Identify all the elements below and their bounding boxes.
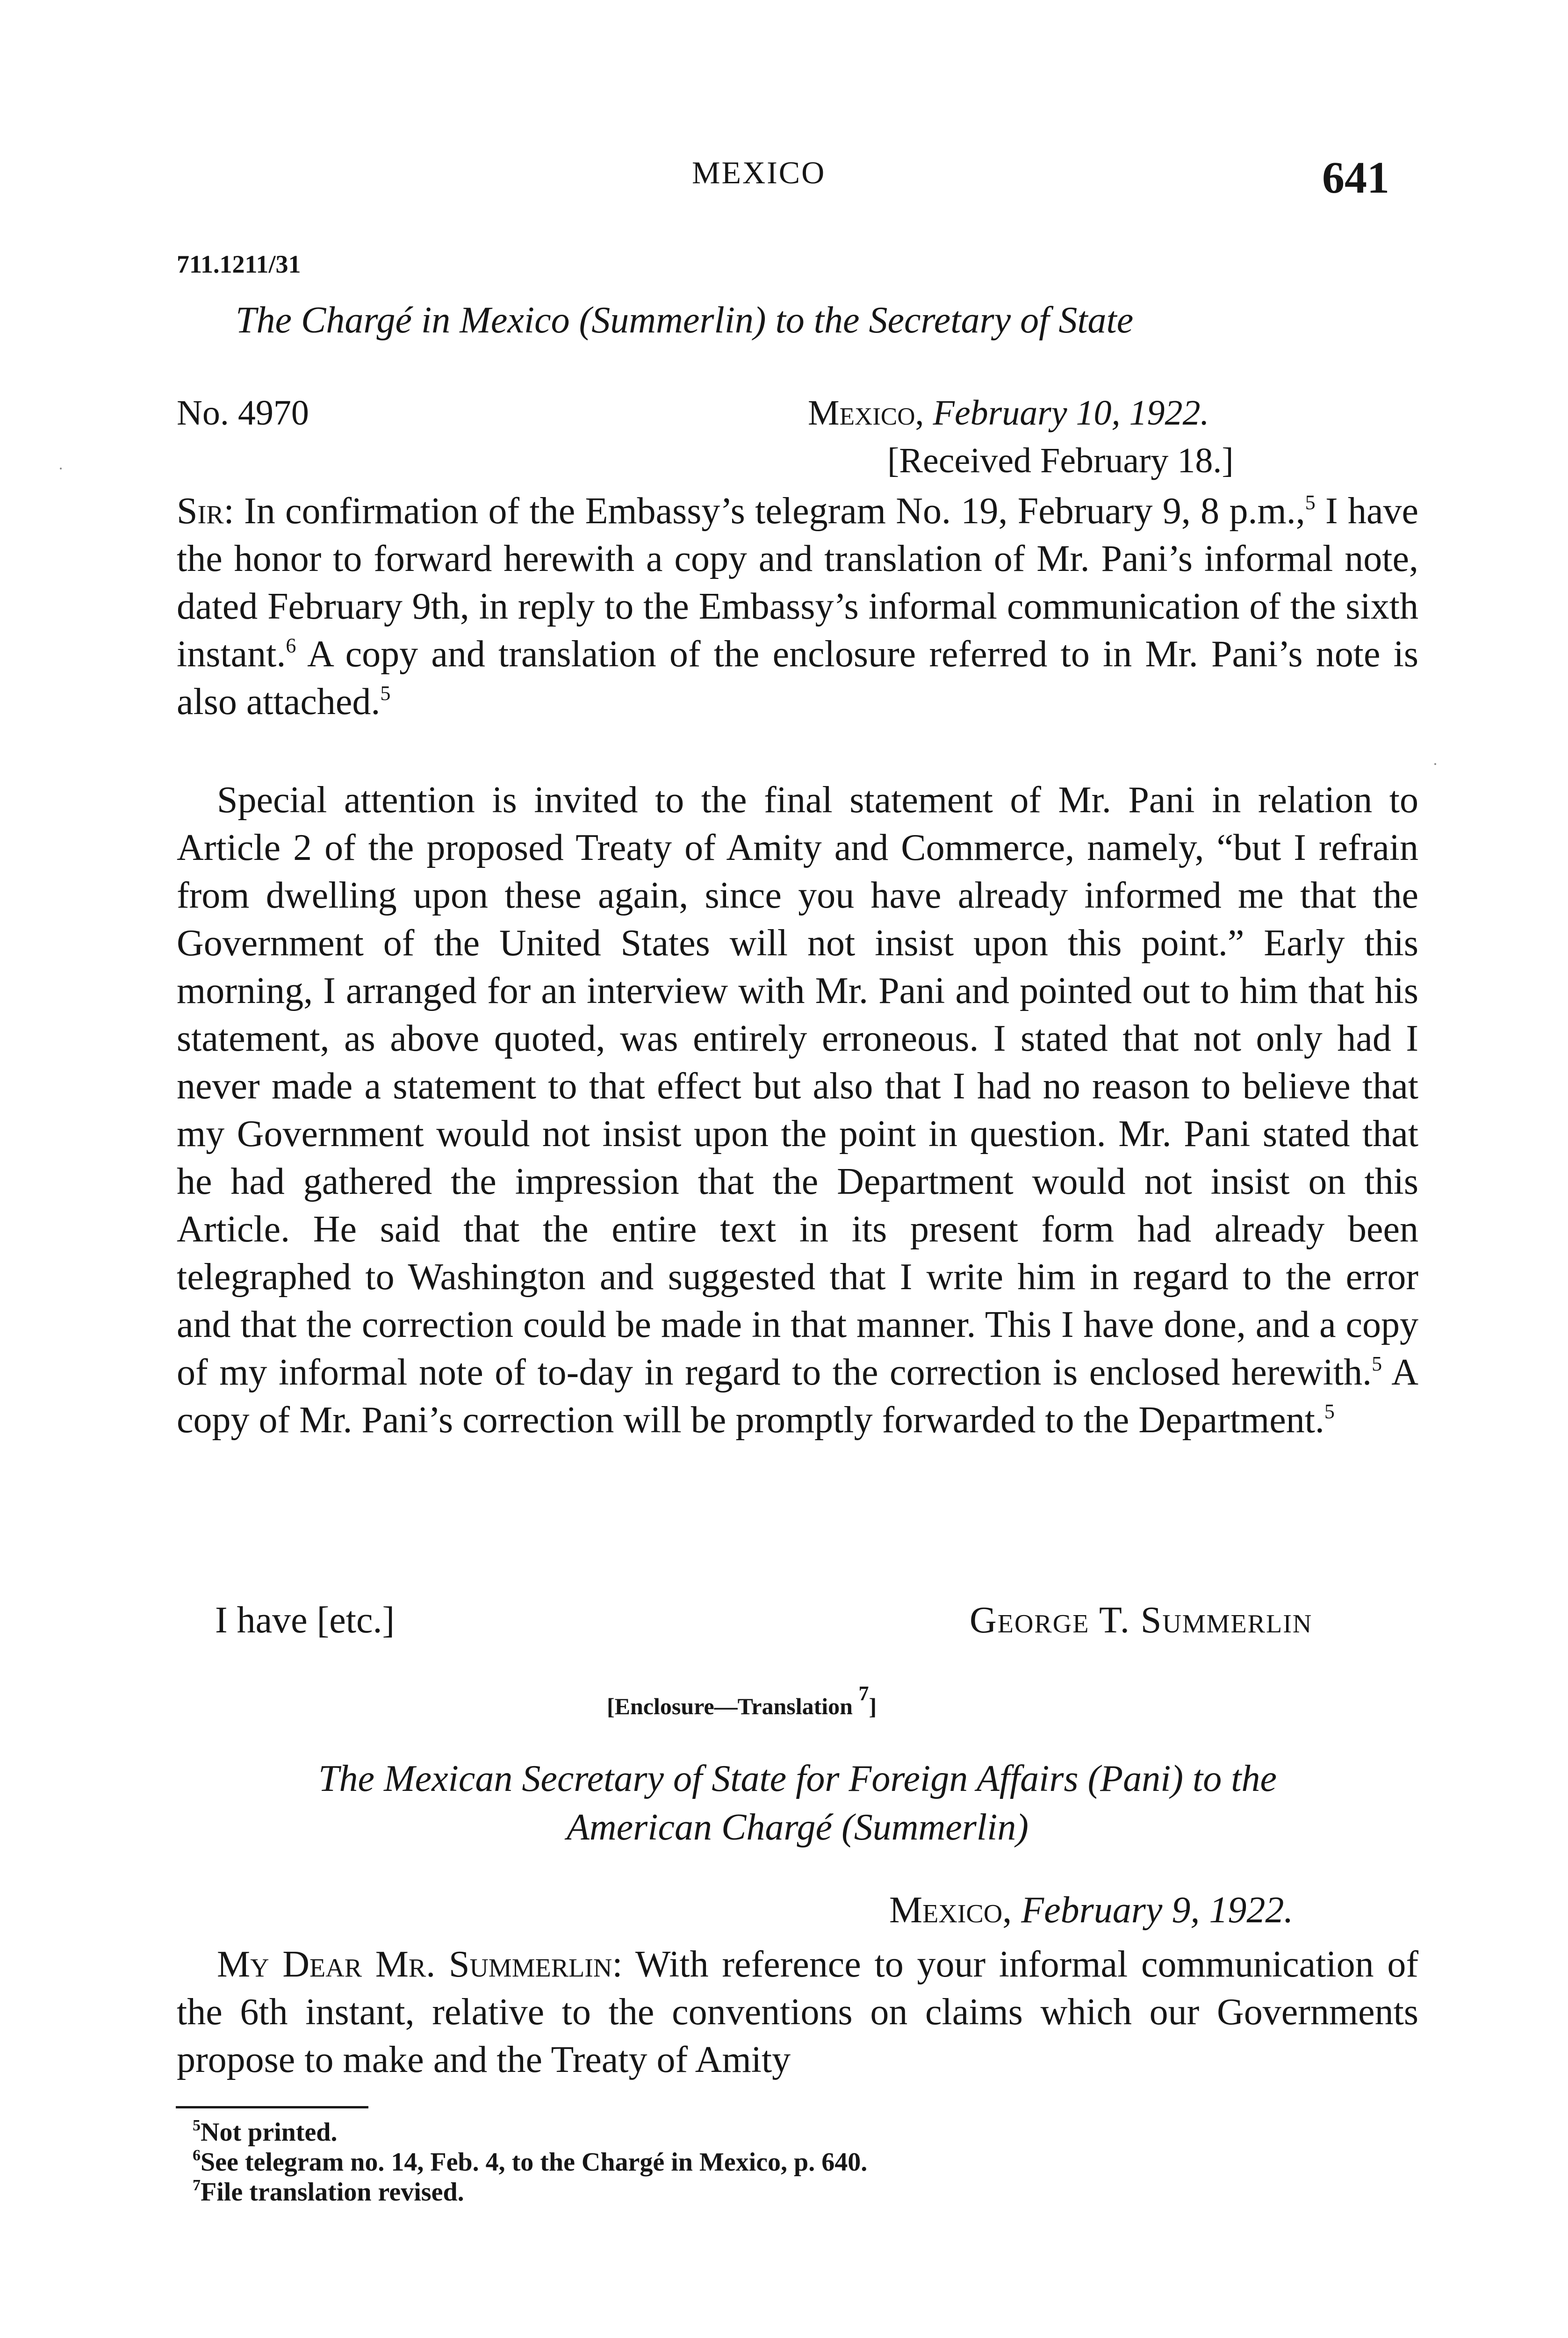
footnote-mark: 7: [193, 2177, 201, 2194]
dateline-date: February 10, 1922.: [933, 393, 1209, 433]
salutation: Sir:: [177, 491, 234, 532]
letter-paragraph-2: [177, 776, 1418, 1444]
scan-speck: [60, 468, 62, 469]
paragraph-text: With reference to your informal communication of the 6th instant, relative to the conventions on claims which our Governments propose to make and the Treaty of Amity: [177, 1944, 1418, 2080]
footnote-mark: 5: [193, 2117, 201, 2134]
letter-heading: The Chargé in Mexico (Summerlin) to the Secretary of State: [236, 300, 1134, 341]
enclosure-label-close: ]: [869, 1693, 877, 1719]
footnote-ref: 5: [1305, 491, 1316, 514]
running-title: MEXICO: [692, 155, 826, 190]
letter-paragraph-1: [177, 487, 1418, 726]
footnote-ref: 7: [858, 1682, 869, 1705]
dateline-place: Mexico,: [808, 393, 924, 433]
dateline-date: February 9, 1922.: [1021, 1890, 1294, 1931]
letter-number: No. 4970: [177, 393, 309, 433]
footnote-mark: 6: [193, 2147, 201, 2164]
received-date: [Received February 18.]: [887, 441, 1234, 480]
running-header: [0, 152, 1568, 202]
paragraph-text: In confirmation of the Embassy’s telegram No. 19, February 9, 8 p.m.,: [244, 491, 1305, 532]
footnote-text: File translation revised.: [201, 2178, 464, 2207]
paragraph-text: A copy and translation of the enclosure referred to in Mr. Pani’s note is also attached.: [177, 634, 1418, 722]
paragraph-text: I have the honor to forward herewith a copy and translation of Mr. Pani’s informal note, dated February 9th, in reply to the Embassy’s informal communication of the sixth instant.: [177, 491, 1419, 675]
footnote: [193, 2117, 867, 2147]
footnote-divider: [176, 2106, 368, 2108]
footnote: [193, 2147, 867, 2177]
enclosure-heading: [177, 1754, 1418, 1852]
page-number: 641: [1322, 152, 1389, 202]
signature: George T. Summerlin: [970, 1600, 1313, 1641]
file-number: 711.1211/31: [177, 250, 301, 278]
footnote-ref: 5: [380, 682, 391, 705]
footnote-text: See telegram no. 14, Feb. 4, to the Chargé in Mexico, p. 640.: [201, 2148, 868, 2177]
letter-dateline: [808, 393, 1209, 433]
enclosure-label: [607, 1682, 877, 1720]
footnote: [193, 2177, 867, 2207]
footnotes: [193, 2117, 867, 2207]
footnote-ref: 6: [286, 634, 296, 657]
dateline-place: Mexico,: [889, 1890, 1012, 1931]
enclosure-heading-line: The Mexican Secretary of State for Foreign Affairs (Pani) to the: [318, 1758, 1277, 1799]
enclosure-heading-line: American Chargé (Summerlin): [567, 1807, 1029, 1848]
footnote-ref: 5: [1324, 1400, 1335, 1423]
enclosure-label-text: [Enclosure—Translation: [607, 1693, 853, 1719]
letter-closing: I have [etc.]: [215, 1600, 395, 1641]
enclosure-salutation: My Dear Mr. Summerlin:: [217, 1944, 623, 1985]
scan-speck: [1434, 763, 1436, 765]
enclosure-dateline: [889, 1889, 1293, 1932]
enclosure-paragraph: [177, 1941, 1418, 2084]
footnote-ref: 5: [1372, 1352, 1382, 1375]
footnote-text: Not printed.: [201, 2118, 338, 2147]
paragraph-text: A copy of Mr. Pani’s correction will be promptly forwarded to the Department.: [177, 1352, 1419, 1441]
paragraph-text: Special attention is invited to the final statement of Mr. Pani in relation to Article 2 of the proposed Treaty of Amity and Commerce, namely, “but I refrain from dwelling upon these again, since you have already informed me that the Government of the United States will not insist upon this point.” Early this morning, I arranged for an interview with Mr. Pani and pointed out to him that his statement, as above quoted, was entirely erroneous. I stated that not only had I never made a statement to that effect but also that I had no reason to believe that my Government would not insist upon the point in question. Mr. Pani stated that he had gathered the impression that the Department would not insist on this Article. He said that the entire text in its present form had already been telegraphed to Washington and suggested that I write him in regard to the error and that the correction could be made in that manner. This I have done, and a copy of my informal note of to-day in regard to the correction is enclosed herewith.: [177, 779, 1418, 1393]
